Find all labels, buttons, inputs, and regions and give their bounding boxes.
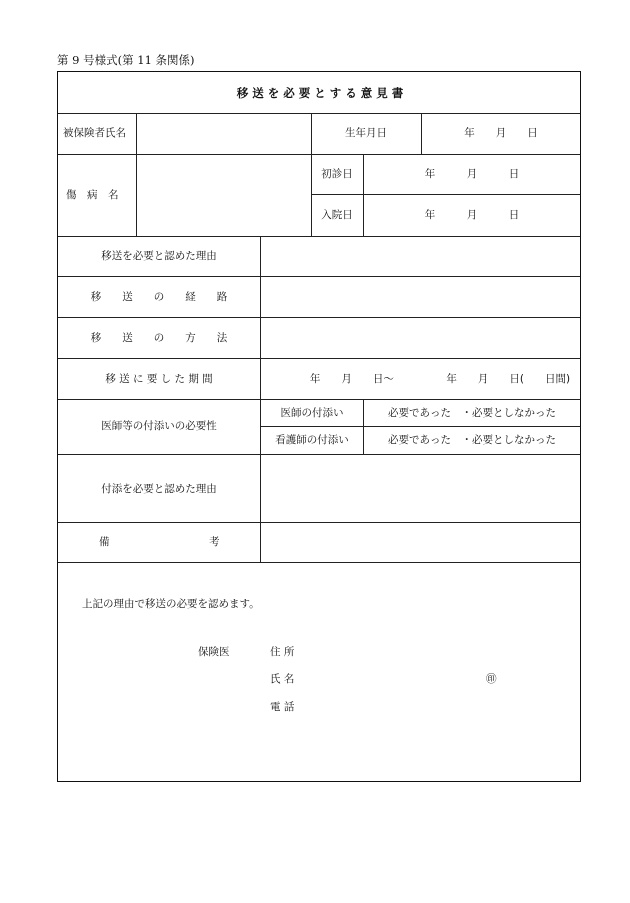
transport-route-field[interactable] [261, 277, 580, 317]
phone-label: 電 話 [270, 701, 295, 713]
escort-reason-label: 付添を必要と認めた理由 [101, 483, 217, 495]
transport-reason-field[interactable] [261, 237, 580, 276]
doctor-escort-choice[interactable]: 必要であった ・必要としなかった [388, 407, 556, 419]
column-divider [363, 399, 364, 454]
form-title: 移 送 を 必 要 と す る 意 見 書 [236, 86, 404, 100]
row-divider [58, 562, 580, 563]
remarks-field[interactable] [261, 523, 580, 562]
physician-label: 保険医 [198, 646, 230, 658]
insured-name-label: 被保険者氏名 [63, 127, 126, 139]
doctor-escort-label: 医師の付添い [280, 407, 344, 419]
transport-method-field[interactable] [261, 318, 580, 358]
transport-method-label: 移 送 の 方 法 [90, 332, 228, 344]
birthdate-label: 生年月日 [345, 127, 387, 139]
birthdate-value[interactable]: 年 月 日 [464, 127, 538, 139]
nurse-escort-label: 看護師の付添い [275, 434, 349, 446]
row-divider [58, 399, 580, 400]
disease-name-field[interactable] [137, 155, 311, 236]
name-label: 氏 名 [270, 673, 295, 685]
first-visit-value[interactable]: 年 月 日 [424, 168, 520, 180]
transport-period-label: 移 送 に 要 し た 期 間 [105, 373, 213, 385]
transport-reason-label: 移送を必要と認めた理由 [101, 250, 217, 262]
admission-label: 入院日 [321, 209, 353, 221]
address-label: 住 所 [270, 646, 295, 658]
row-divider [58, 358, 580, 359]
insured-name-field[interactable] [137, 114, 311, 154]
row-divider [260, 426, 580, 427]
transport-route-label: 移 送 の 経 路 [90, 291, 228, 303]
first-visit-label: 初診日 [321, 168, 353, 180]
phone-field[interactable] [308, 696, 548, 716]
seal-mark: ㊞ [486, 673, 497, 685]
column-divider [311, 113, 312, 236]
name-field[interactable] [308, 668, 478, 688]
nurse-escort-choice[interactable]: 必要であった ・必要としなかった [388, 434, 556, 446]
column-divider [363, 154, 364, 236]
escort-reason-field[interactable] [261, 455, 580, 522]
form-number-caption: 第 9 号様式(第 11 条関係) [57, 53, 195, 67]
address-field[interactable] [308, 641, 548, 661]
remarks-label-second: 考 [209, 536, 220, 548]
certification-statement: 上記の理由で移送の必要を認めます。 [82, 598, 260, 610]
transport-period-value[interactable]: 年 月 日〜 年 月 日( 日間) [309, 373, 571, 385]
admission-value[interactable]: 年 月 日 [424, 209, 520, 221]
remarks-label-first: 備 [99, 536, 110, 548]
column-divider [421, 113, 422, 154]
row-divider [311, 194, 580, 195]
escort-necessity-label: 医師等の付添いの必要性 [101, 420, 217, 432]
disease-name-label: 傷 病 名 [66, 189, 119, 201]
opinion-form [57, 71, 581, 782]
